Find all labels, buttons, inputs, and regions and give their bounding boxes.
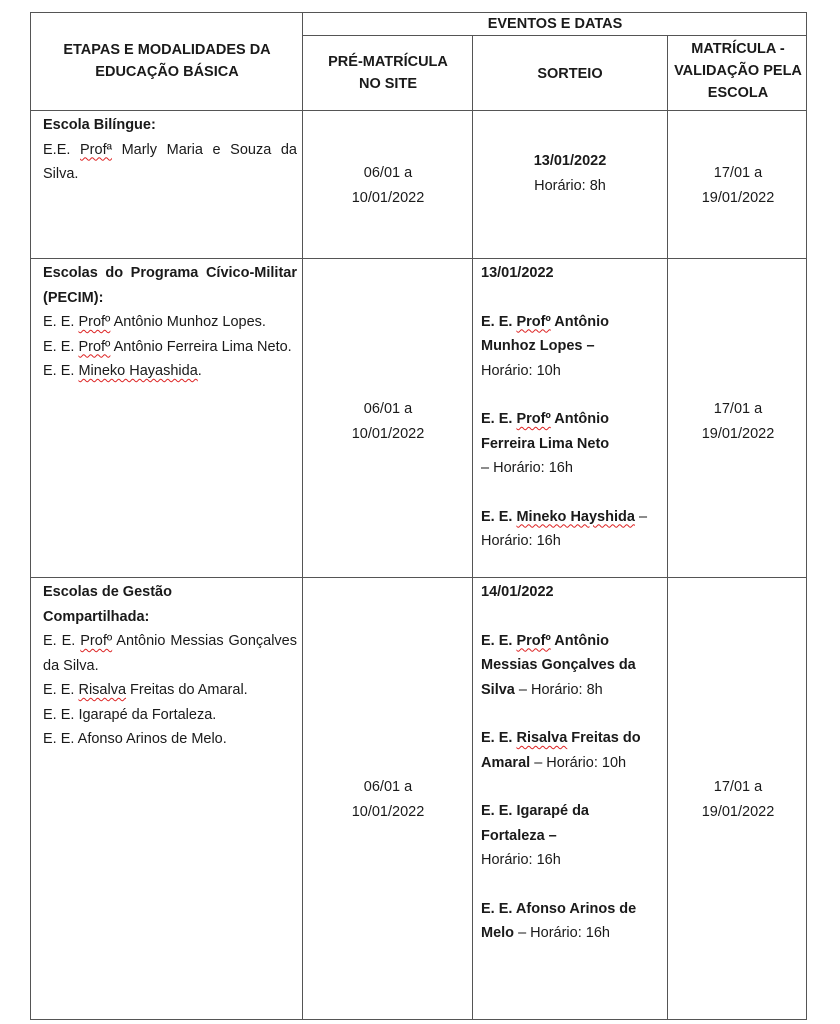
- row2-pre-matricula: 06/01 a 10/01/2022: [351, 401, 425, 442]
- school-item: E. E. Risalva Freitas do Amaral.: [43, 682, 248, 698]
- sorteio-item: E. E. Profº Antônio Munhoz Lopes –: [481, 313, 610, 354]
- row-title: Escola Bilíngue:: [43, 117, 156, 133]
- sorteio-date: 14/01/2022: [481, 584, 554, 600]
- row-title: Escolas de Gestão Compartilhada:: [43, 584, 172, 625]
- sorteio-time: Horário: 10h: [481, 362, 561, 379]
- school-item: E. E. Afonso Arinos de Melo.: [43, 731, 227, 747]
- row-pecim-etapa: [43, 261, 297, 384]
- school-item: E. E. Mineko Hayashida.: [43, 363, 202, 379]
- header-etapas: ETAPAS E MODALIDADES DA EDUCAÇÃO BÁSICA: [63, 42, 271, 80]
- group-divider-h: [302, 35, 807, 36]
- sorteio-time: – Horário: 16h: [481, 508, 648, 549]
- sorteio-date: 13/01/2022: [533, 153, 607, 169]
- header-sorteio: SORTEIO: [537, 66, 603, 82]
- school-item: E. E. Igarapé da Fortaleza.: [43, 706, 217, 723]
- sorteio-item: E. E. Igarapé da Fortaleza –: [481, 803, 589, 844]
- row1-matricula: 17/01 a 19/01/2022: [701, 165, 775, 206]
- sorteio-item: E. E. Mineko Hayshida – Horário: 16h: [481, 508, 648, 549]
- school-item: E. E. Profº Antônio Munhoz Lopes.: [43, 314, 266, 330]
- sorteio-date: 13/01/2022: [481, 265, 554, 281]
- sorteio-item: E. E. Profº Antônio Messias Gonçalves da Silva – Horário: 8h: [481, 632, 636, 698]
- row1-bottom-line: [31, 258, 807, 259]
- header-bottom-line: [31, 110, 807, 111]
- row-title: Escolas do Programa Cívico-Militar (PECIM):: [43, 265, 297, 306]
- school-item: E. E. Profº Antônio Messias Gonçalves da Silva.: [43, 633, 297, 674]
- header-divider-v1: [302, 13, 303, 1019]
- row-gestao-compartilhada-etapa: [43, 580, 297, 752]
- sorteio-item: E. E. Afonso Arinos de Melo – Horário: 16h: [481, 900, 637, 941]
- row1-sorteio: [473, 149, 667, 198]
- sorteio-time: – Horário: 16h: [518, 925, 610, 941]
- header-pre-matricula: PRÉ-MATRÍCULA NO SITE: [328, 54, 448, 92]
- sorteio-time: – Horário: 16h: [481, 460, 573, 476]
- row3-pre-matricula: 06/01 a 10/01/2022: [351, 779, 425, 820]
- header-eventos-datas: EVENTOS E DATAS: [487, 16, 623, 32]
- sorteio-item: E. E. Risalva Freitas do Amaral – Horário: 10h: [481, 730, 641, 771]
- school-item: E.E. Profª Marly Maria e Souza da Silva.: [43, 141, 297, 182]
- row3-sorteio: [481, 580, 656, 946]
- sorteio-time: – Horário: 8h: [518, 681, 603, 698]
- row2-matricula: 17/01 a 19/01/2022: [701, 401, 775, 442]
- sorteio-item: E. E. Profº Antônio Ferreira Lima Neto: [481, 411, 610, 452]
- header-divider-v3: [667, 36, 668, 1019]
- sorteio-time: – Horário: 10h: [534, 754, 627, 771]
- header-matricula-validacao: MATRÍCULA - VALIDAÇÃO PELA ESCOLA: [674, 41, 802, 101]
- sorteio-time: Horário: 16h: [481, 852, 561, 868]
- schedule-table: [30, 12, 807, 1020]
- school-item: E. E. Profº Antônio Ferreira Lima Neto.: [43, 338, 292, 355]
- row-escola-bilingue-etapa: [43, 113, 297, 187]
- row1-pre-matricula: 06/01 a 10/01/2022: [351, 165, 425, 206]
- sorteio-time: Horário: 8h: [534, 177, 606, 194]
- row2-sorteio: [481, 261, 656, 554]
- row2-bottom-line: [31, 577, 807, 578]
- row3-matricula: 17/01 a 19/01/2022: [701, 779, 775, 820]
